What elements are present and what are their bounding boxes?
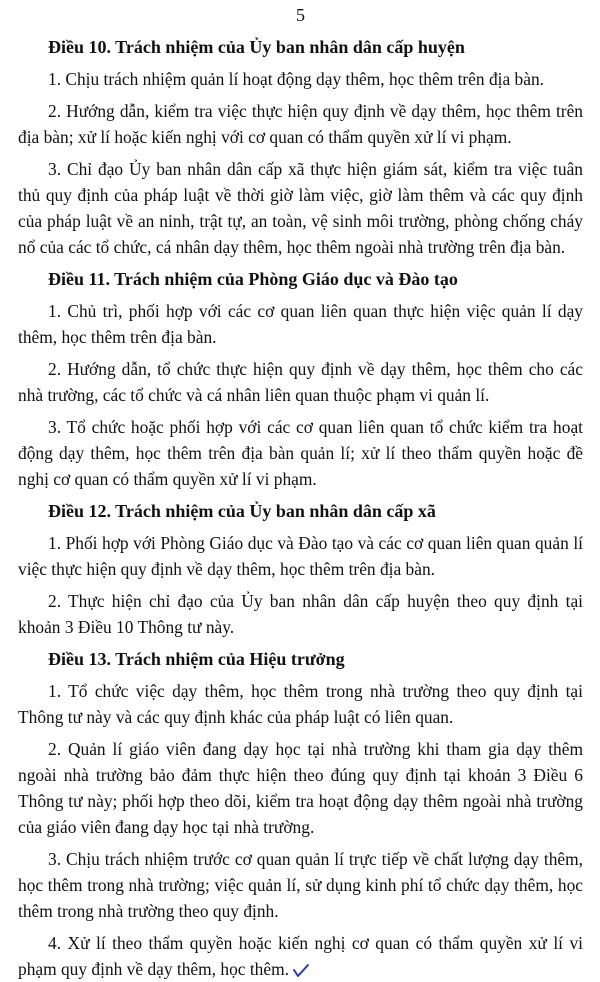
article-paragraph-text: 4. Xử lí theo thẩm quyền hoặc kiến nghị cơ quan có thẩm quyền xử lí vi phạm quy định về dạy thêm, học thêm. — [18, 933, 583, 979]
article-paragraph: 2. Hướng dẫn, tổ chức thực hiện quy định về dạy thêm, học thêm cho các nhà trường, các tổ chức và cá nhân liên quan thuộc phạm vi quản lí. — [18, 359, 583, 405]
article-paragraph: 2. Hướng dẫn, kiểm tra việc thực hiện quy định về dạy thêm, học thêm trên địa bàn; xử lí hoặc kiến nghị với cơ quan có thẩm quyền xử lí vi phạm. — [18, 101, 583, 147]
article-paragraph: 1. Chịu trách nhiệm quản lí hoạt động dạy thêm, học thêm trên địa bàn. — [48, 69, 544, 89]
article-paragraph: 1. Tổ chức việc dạy thêm, học thêm trong nhà trường theo quy định tại Thông tư này và các quy định khác của pháp luật có liên quan. — [18, 681, 583, 727]
article-13 — [18, 646, 583, 982]
article-paragraph: 3. Chịu trách nhiệm trước cơ quan quản lí trực tiếp về chất lượng dạy thêm, học thêm trong nhà trường; việc quản lí, sử dụng kinh phí tổ chức dạy thêm, học thêm trong nhà trường theo quy định. — [18, 849, 583, 921]
ink-check-mark-icon — [292, 963, 310, 979]
article-paragraph: 1. Chủ trì, phối hợp với các cơ quan liên quan thực hiện việc quản lí dạy thêm, học thêm trên địa bàn. — [18, 301, 583, 347]
article-paragraph: 3. Tổ chức hoặc phối hợp với các cơ quan liên quan tổ chức kiểm tra hoạt động dạy thêm, học thêm trên địa bàn quản lí; xử lí theo thẩm quyền hoặc đề nghị cơ quan có thẩm quyền xử lí vi phạm. — [18, 417, 583, 489]
article-heading: Điều 13. Trách nhiệm của Hiệu trưởng — [48, 649, 345, 669]
article-paragraph-last — [18, 930, 583, 982]
article-12 — [18, 498, 583, 640]
page-number: 5 — [296, 5, 305, 25]
article-paragraph: 1. Phối hợp với Phòng Giáo dục và Đào tạo và các cơ quan liên quan quản lí việc thực hiện quy định về dạy thêm, học thêm trên địa bàn. — [18, 533, 583, 579]
article-heading: Điều 12. Trách nhiệm của Ủy ban nhân dân cấp xã — [48, 501, 436, 521]
article-paragraph: 2. Quản lí giáo viên đang dạy học tại nhà trường khi tham gia dạy thêm ngoài nhà trường bảo đảm thực hiện theo đúng quy định tại khoản 3 Điều 6 Thông tư này; phối hợp theo dõi, kiểm tra hoạt động dạy thêm ngoài nhà trường của giáo viên đang dạy học tại nhà trường. — [18, 739, 583, 837]
article-10 — [18, 34, 583, 260]
article-paragraph: 2. Thực hiện chỉ đạo của Ủy ban nhân dân cấp huyện theo quy định tại khoản 3 Điều 10 Thông tư này. — [18, 591, 583, 637]
article-heading: Điều 11. Trách nhiệm của Phòng Giáo dục và Đào tạo — [48, 269, 458, 289]
article-11 — [18, 266, 583, 492]
article-heading: Điều 10. Trách nhiệm của Ủy ban nhân dân cấp huyện — [48, 37, 465, 57]
article-paragraph: 3. Chỉ đạo Ủy ban nhân dân cấp xã thực hiện giám sát, kiểm tra việc tuân thủ quy định của pháp luật về thời giờ làm việc, giờ làm thêm và các quy định của pháp luật về an ninh, trật tự, an toàn, vệ sinh môi trường, phòng chống cháy nổ của các tổ chức, cá nhân dạy thêm, học thêm ngoài nhà trường trên địa bàn. — [18, 159, 583, 257]
